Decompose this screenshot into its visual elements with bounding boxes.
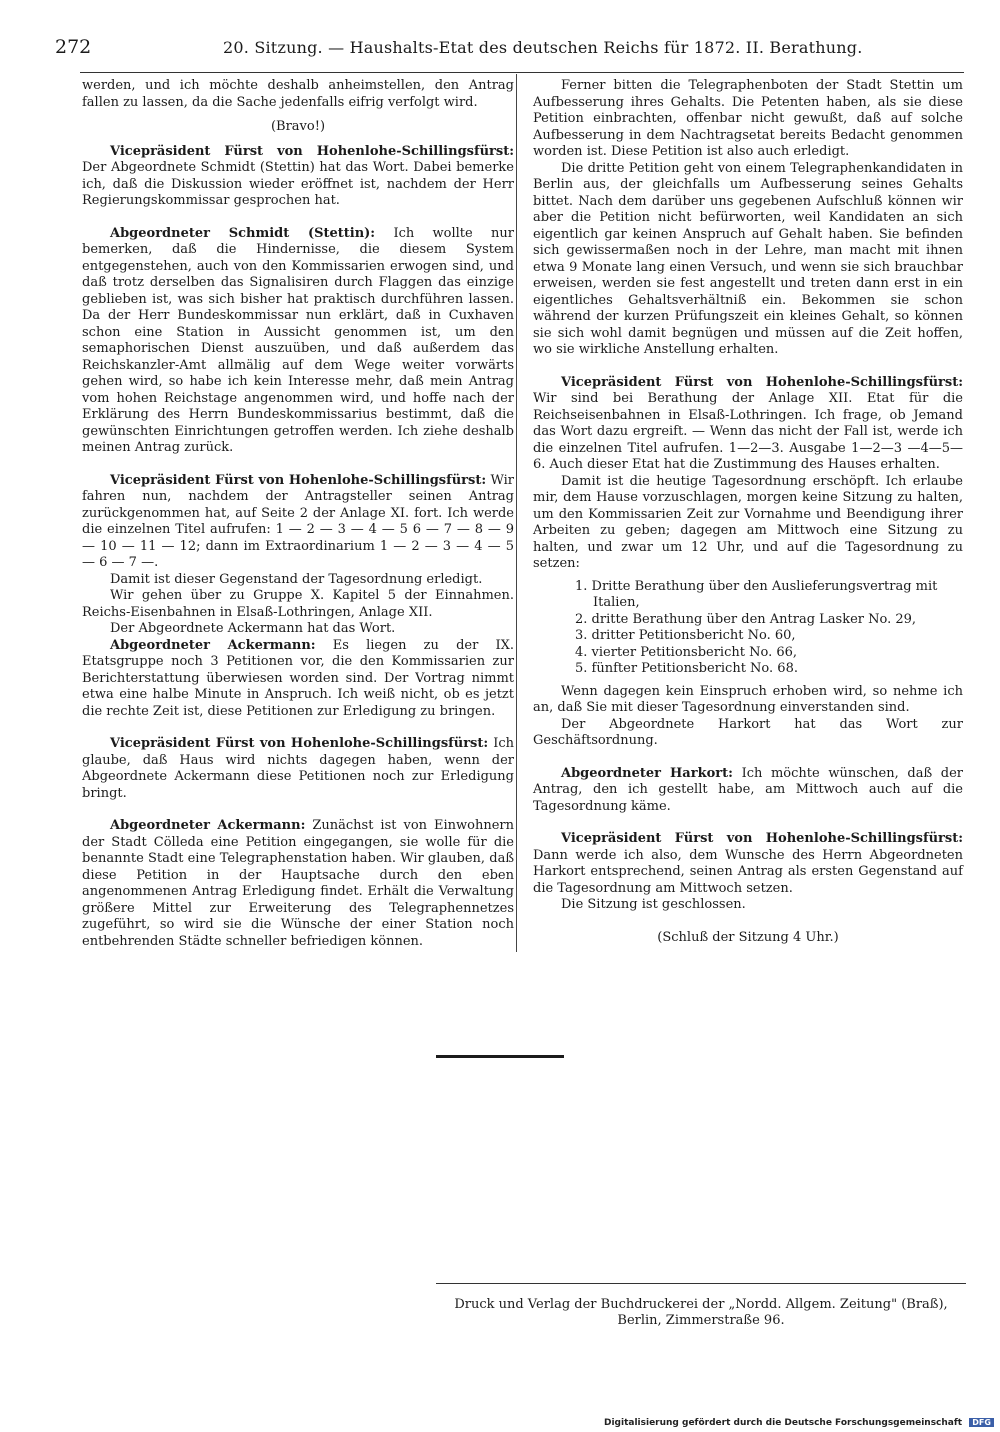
session-closing: (Schluß der Sitzung 4 Uhr.) [657, 929, 839, 945]
speech-text: Ich glaube, daß Haus wird nichts dagegen haben, wenn der Abgeordnete Ackermann diese Petitionen noch zur Erledigung bringt. [82, 736, 514, 801]
speaker-label: Vicepräsident Fürst von Hohenlohe-Schillingsfürst: [110, 143, 514, 159]
paragraph: Damit ist dieser Gegenstand der Tagesordnung erledigt. [110, 571, 483, 587]
agenda-item: 2. dritte Berathung über den Antrag Lasker No. 29, [575, 611, 917, 627]
speaker-label: Vicepräsident Fürst von Hohenlohe-Schillingsfürst: [561, 831, 963, 846]
speech [82, 226, 514, 457]
column-divider [516, 74, 517, 952]
speech-text: Ich wollte nur bemerken, daß die Hindernisse, die diesem System entgegenstehen, auch von den Kommissarien erwogen sind, und daß trotz derselben das Signalisiren durch Flaggen das einzige geblieben ist, was sich bisher hat praktisch durchführen lassen. Da der Herr Bundeskommissar nun erklärt, daß in Cuxhaven schon eine Station in Aussicht genommen ist, um den semaphorischen Dienst auszuüben, und daß außerdem das Reichskanzler-Amt allmälig auf dem Wege weiter vorwärts gehen wird, so habe ich kein Interesse mehr, daß mein Antrag vom hohen Reichstage angenommen wird, und hoffe nach der Erklärung des Herrn Bundeskommissarius bestimmt, daß die gewünschten Einrichtungen getroffen werden. Ich ziehe deshalb meinen Antrag zurück. [82, 225, 514, 455]
speech [82, 818, 514, 950]
right-column [533, 78, 963, 946]
agenda-item: 4. vierter Petitionsbericht No. 66, [575, 644, 798, 660]
speech [82, 638, 514, 721]
left-column [82, 78, 514, 950]
speech-text: Ich möchte wünschen, daß der Antrag, den ich gestellt habe, am Mittwoch auch auf die Tagesordnung käme. [533, 765, 963, 814]
paragraph: Der Abgeordnete Ackermann hat das Wort. [110, 621, 396, 636]
paragraph: Die dritte Petition geht von einem Telegraphenkandidaten in Berlin aus, der gleichfalls um Aufbesserung seines Gehalts bittet. Nach dem darüber uns gegebenen Aufschluß können wir aber die Petition nicht befürworten, weil Kandidaten an sich eigentlich gar keinen Anspruch auf Gehalt haben. Sie befinden sich gewissermaßen noch in der Lehre, man macht mit ihnen etwa 9 Monate lang einen Versuch, und wenn sie sich brauchbar erweisen, werden sie fest angestellt und treten dann erst in ein eigentliches Gehaltsverhältniß ein. Bekommen sie schon während der kurzen Prüfungszeit ein kleines Gehalt, so können sie sich wohl damit begnügen und müssen auf die Zeit hoffen, wo sie wirkliche Anstellung erhalten. [533, 160, 963, 357]
digitization-note [604, 1418, 994, 1428]
paragraph: werden, und ich möchte deshalb anheimstellen, den Antrag fallen zu lassen, da die Sache jedenfalls eifrig verfolgt wird. [82, 78, 514, 110]
closing-rule [436, 1055, 564, 1058]
speech [82, 473, 514, 572]
speech-text: Wir fahren nun, nachdem der Antragsteller seinen Antrag zurückgenommen hat, auf Seite 2 der Anlage XI. fort. Ich werde die einzelnen Titel aufrufen: 1 — 2 — 3 — 4 — 5 6 — 7 — 8 — 9 — 10 — 11 — 12; dann im Extraordinarium 1 — 2 — 3 — 4 — 5 — 6 — 7 —. [82, 472, 514, 570]
paragraph: Damit ist die heutige Tagesordnung erschöpft. Ich erlaube mir, dem Hause vorzuschlagen, morgen keine Sitzung zu halten, um den Kommissarien Zeit zur Vornahme und Beendigung ihrer Arbeiten zu geben; dagegen am Mittwoch eine Sitzung zu halten, und zwar um 12 Uhr, und auf die Tagesordnung zu setzen: [533, 473, 963, 571]
agenda-list [533, 579, 963, 678]
paragraph: Ferner bitten die Telegraphenboten der Stadt Stettin um Aufbesserung ihres Gehalts. Die Petenten haben, als sie diese Petition einbrachten, offenbar nicht gewußt, daß auf solche Aufbesserung in dem Nachtragsetat bereits Bedacht genommen worden ist. Diese Petition ist also auch erledigt. [533, 78, 963, 159]
speech [82, 144, 514, 210]
digitization-text: Digitalisierung gefördert durch die Deutsche Forschungsgemeinschaft [604, 1418, 963, 1428]
speaker-label: Abgeordneter Ackermann: [110, 818, 306, 833]
agenda-item: 1. Dritte Berathung über den Auslieferungsvertrag mit Italien, [575, 578, 938, 610]
speech-text: Wir sind bei Berathung der Anlage XII. Etat für die Reichseisenbahnen in Elsaß-Lothringen. Ich frage, ob Jemand das Wort dazu ergreift. — Wenn das nicht der Fall ist, werde ich die einzelnen Titel aufrufen. 1—2—3. Ausgabe 1—2—3 —4—5—6. Auch dieser Etat hat die Zustimmung des Hauses erhalten. [533, 391, 963, 472]
agenda-item: 5. fünfter Petitionsbericht No. 68. [575, 661, 798, 676]
imprint [436, 1297, 966, 1329]
imprint-line: Druck und Verlag der Buchdruckerei der „Nordd. Allgem. Zeitung" (Braß), [454, 1297, 948, 1312]
dfg-logo-icon: DFG [969, 1418, 994, 1427]
speech-text: Es liegen zu der IX. Etatsgruppe noch 3 Petitionen vor, die den Kommissarien zur Berichterstattung überwiesen worden sind. Der Vortrag nimmt etwa eine halbe Minute in Anspruch. Ich weiß nicht, ob es jetzt die rechte Zeit ist, diese Petitionen zur Erledigung zu bringen. [82, 637, 515, 719]
page-number: 272 [55, 36, 92, 58]
speech [82, 736, 514, 802]
speaker-label: Abgeordneter Schmidt (Stettin): [110, 225, 376, 241]
speaker-label: Abgeordneter Ackermann: [110, 637, 316, 653]
speaker-label: Vicepräsident Fürst von Hohenlohe-Schillingsfürst: [110, 472, 487, 488]
paragraph: Die Sitzung ist geschlossen. [561, 897, 746, 912]
paragraph: Wenn dagegen kein Einspruch erhoben wird, so nehme ich an, daß Sie mit dieser Tagesordnung einverstanden sind. [533, 683, 963, 715]
speaker-label: Abgeordneter Harkort: [561, 765, 733, 781]
speech [533, 831, 963, 897]
footer-rule [436, 1283, 966, 1284]
page-header [55, 30, 965, 70]
header-rule [80, 72, 964, 73]
paragraph: Der Abgeordnete Harkort hat das Wort zur Geschäftsordnung. [533, 716, 963, 748]
agenda-item: 3. dritter Petitionsbericht No. 60, [575, 628, 796, 643]
speaker-label: Vicepräsident Fürst von Hohenlohe-Schillingsfürst: [110, 736, 489, 751]
speech [533, 766, 963, 816]
speech-text: Dann werde ich also, dem Wunsche des Herrn Abgeordneten Harkort entsprechend, seinen Antrag als ersten Gegenstand auf die Tagesordnung am Mittwoch setzen. [533, 847, 963, 896]
paragraph: Wir gehen über zu Gruppe X. Kapitel 5 der Einnahmen. Reichs-Eisenbahnen in Elsaß-Lothringen, Anlage XII. [82, 588, 514, 620]
speech [533, 375, 963, 474]
imprint-line: Berlin, Zimmerstraße 96. [617, 1313, 785, 1328]
speech-text: Zunächst ist von Einwohnern der Stadt Cölleda eine Petition eingegangen, sie wolle für die benannte Stadt eine Telegraphenstation haben. Wir glauben, daß diese Petition in der Hauptsache durch den eben angenommenen Antrag Erledigung findet. Erhält die Verwaltung größere Mittel zur Erweiterung des Telegraphennetzes zugeführt, so wird sie die Wünsche der einer Station noch entbehrenden Städte schneller befriedigen können. [82, 818, 514, 949]
interjection: (Bravo!) [270, 119, 326, 134]
speaker-label: Vicepräsident Fürst von Hohenlohe-Schillingsfürst: [561, 374, 963, 390]
speech-text: Der Abgeordnete Schmidt (Stettin) hat das Wort. Dabei bemerke ich, daß die Diskussion wieder eröffnet ist, nachdem der Herr Regierungskommissar gesprochen hat. [82, 160, 514, 208]
running-title: 20. Sitzung. — Haushalts-Etat des deutschen Reichs für 1872. II. Berathung. [223, 38, 863, 57]
